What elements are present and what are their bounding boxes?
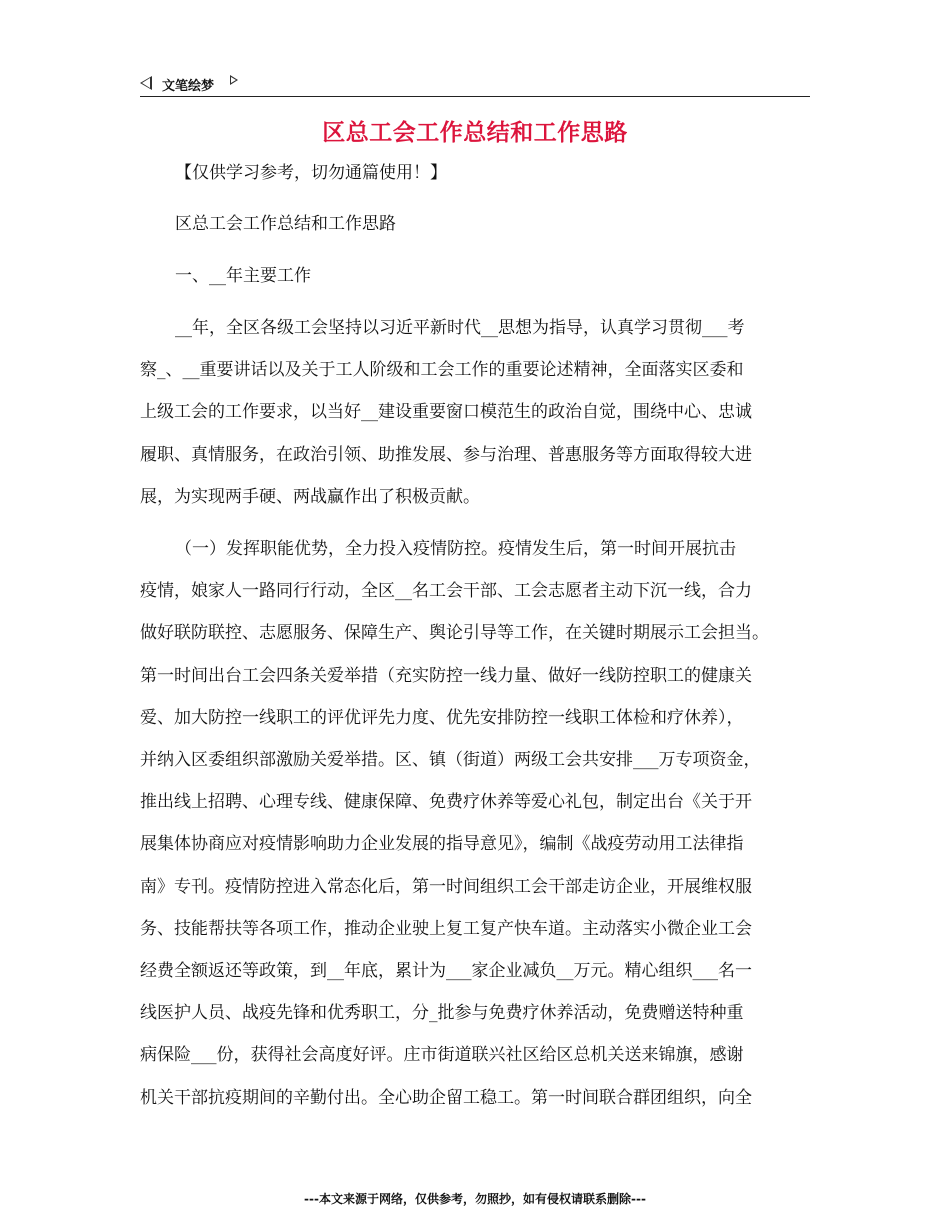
paragraph-line: 务、技能帮扶等各项工作，推动企业驶上复工复产快车道。主动落实小微企业工会 bbox=[140, 919, 752, 939]
paragraph-line: （一）发挥职能优势，全力投入疫情防控。疫情发生后，第一时间开展抗击 bbox=[175, 539, 736, 559]
paragraph-line: 南》专刊。疫情防控进入常态化后，第一时间组织工会干部走访企业，开展维权服 bbox=[140, 877, 752, 897]
paragraph-line: 上级工会的工作要求，以当好__建设重要窗口模范生的政治自觉，围绕中心、忠诚 bbox=[140, 402, 752, 422]
section-heading: 一、__年主要工作 bbox=[175, 266, 311, 286]
paragraph-line: 展集体协商应对疫情影响助力企业发展的指导意见》，编制《战疫劳动用工法律指 bbox=[140, 834, 744, 854]
triangle-right-icon bbox=[230, 75, 238, 85]
subtitle-text: 区总工会工作总结和工作思路 bbox=[175, 214, 396, 234]
notice-text: 【仅供学习参考，切勿通篇使用！】 bbox=[175, 163, 447, 183]
paragraph-line: 病保险___份，获得社会高度好评。庄市街道联兴社区给区总机关送来锦旗，感谢 bbox=[140, 1045, 744, 1065]
paragraph-line: 履职、真情服务，在政治引领、助推发展、参与治理、普惠服务等方面取得较大进 bbox=[140, 445, 752, 465]
paragraph-line: 经费全额返还等政策，到__年底，累计为___家企业减负__万元。精心组织___名一 bbox=[140, 961, 752, 981]
paragraph-line: 机关干部抗疫期间的辛勤付出。全心助企留工稳工。第一时间联合群团组织，向全 bbox=[140, 1088, 752, 1108]
paragraph-line: 疫情，娘家人一路同行行动，全区__名工会干部、工会志愿者主动下沉一线，合力 bbox=[140, 581, 752, 601]
paragraph-line: 第一时间出台工会四条关爱举措（充实防控一线力量、做好一线防控职工的健康关 bbox=[140, 666, 752, 686]
paragraph-line: 爱、加大防控一线职工的评优评先力度、优先安排防控一线职工体检和疗休养）， bbox=[140, 708, 744, 728]
page-header bbox=[140, 74, 810, 97]
triangle-left-icon bbox=[140, 76, 152, 90]
paragraph-line: 推出线上招聘、心理专线、健康保障、免费疗休养等爱心礼包，制定出台《关于开 bbox=[140, 792, 752, 812]
paragraph-line: 做好联防联控、志愿服务、保障生产、舆论引导等工作，在关键时期展示工会担当。 bbox=[140, 623, 769, 643]
paragraph-line: 并纳入区委组织部激励关爱举措。区、镇（街道）两级工会共安排___万专项资金， bbox=[140, 750, 761, 770]
footer-disclaimer: ---本文来源于网络，仅供参考，勿照抄，如有侵权请联系删除--- bbox=[304, 1192, 646, 1206]
document-title: 区总工会工作总结和工作思路 bbox=[322, 120, 628, 146]
brand-label: 文笔绘梦 bbox=[162, 79, 215, 94]
paragraph-line: 察_、__重要讲话以及关于工人阶级和工会工作的重要论述精神，全面落实区委和 bbox=[140, 360, 744, 380]
paragraph-line: __年，全区各级工会坚持以习近平新时代__思想为指导，认真学习贯彻___考 bbox=[175, 318, 745, 338]
paragraph-line: 展，为实现两手硬、两战赢作出了积极贡献。 bbox=[140, 487, 480, 507]
paragraph-line: 线医护人员、战疫先锋和优秀职工，分_批参与免费疗休养活动，免费赠送特种重 bbox=[140, 1003, 744, 1023]
